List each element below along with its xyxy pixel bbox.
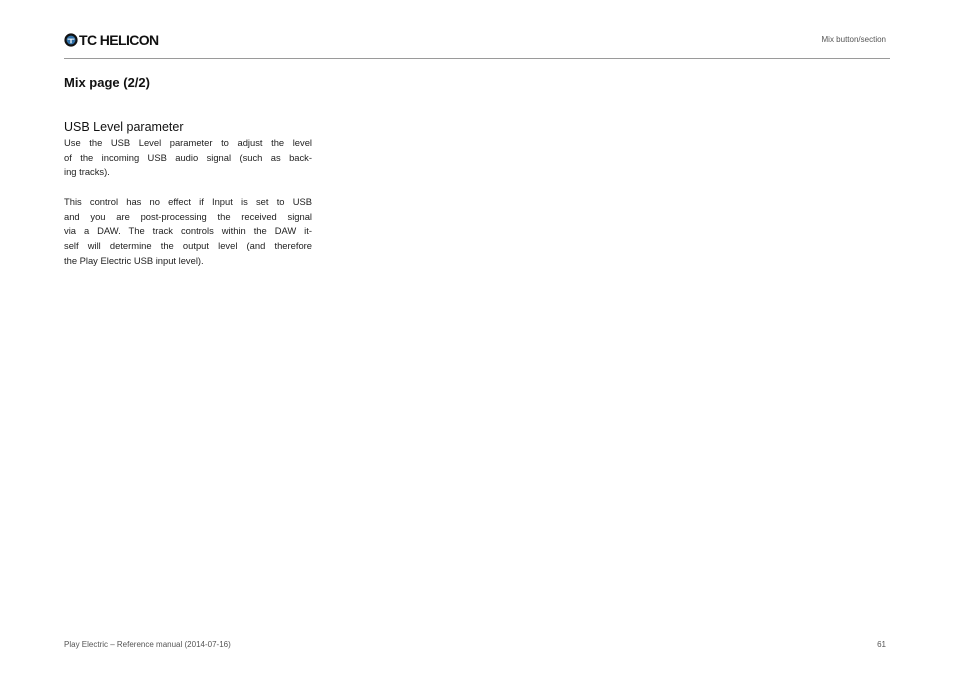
footer-manual-title: Play Electric – Reference manual (2014-07-16) [64, 640, 231, 649]
paragraph-line: self will determine the output level (and therefore [64, 240, 312, 252]
paragraph-usb-level-note [64, 195, 312, 269]
paragraph-usb-level-description [64, 136, 312, 180]
brand-logo [64, 32, 159, 48]
paragraph-line: This control has no effect if Input is set to USB [64, 196, 312, 207]
paragraph-line: and you are post-processing the received signal [64, 210, 312, 222]
page-title: Mix page (2/2) [64, 75, 150, 90]
section-label: Mix button/section [821, 35, 886, 44]
parameter-heading: USB Level parameter [64, 120, 184, 134]
paragraph-line: of the incoming USB audio signal (such as back- [64, 151, 312, 163]
header-divider [64, 58, 890, 59]
paragraph-line: via a DAW. The track controls within the DAW it- [64, 225, 312, 237]
paragraph-line: Use the USB Level parameter to adjust the level [64, 137, 312, 148]
paragraph-line: ing tracks). [64, 166, 110, 178]
paragraph-line: the Play Electric USB input level). [64, 254, 204, 266]
page-number: 61 [877, 640, 886, 649]
tc-helicon-logo-icon [64, 33, 78, 47]
brand-name: TC HELICON [79, 32, 159, 48]
